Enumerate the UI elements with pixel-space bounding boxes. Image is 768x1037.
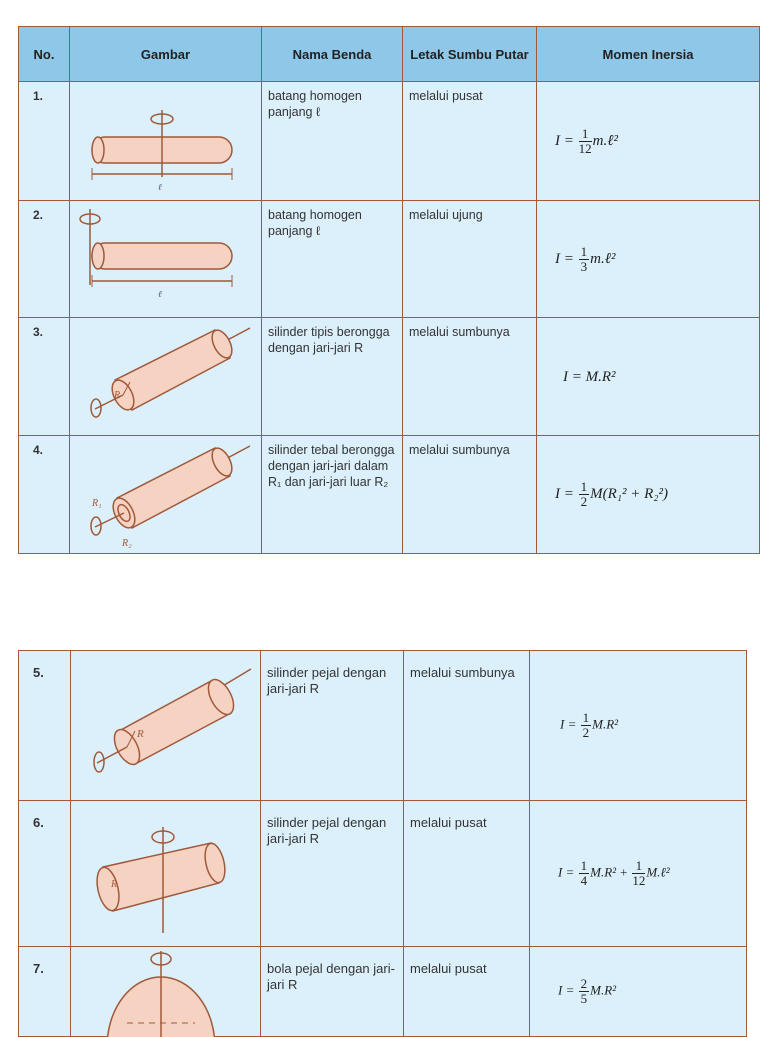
header-letak-sumbu: Letak Sumbu Putar <box>403 27 537 82</box>
table-row <box>19 651 747 801</box>
momen-inersia-cell: I = M.R² <box>537 318 760 436</box>
nama-benda-cell: silinder pejal dengan jari-jari R <box>261 651 404 801</box>
letak-sumbu-cell: melalui sumbunya <box>403 318 537 436</box>
letak-sumbu-cell: melalui sumbunya <box>403 436 537 554</box>
table-row <box>19 436 760 554</box>
row-number: 2. <box>19 201 70 318</box>
row-number: 1. <box>19 82 70 201</box>
figure-solid-sphere <box>71 947 261 1037</box>
momen-inersia-cell: I = $\frac{1}{2}$ M.R² <box>530 651 747 801</box>
thin-hollow-cylinder-figure <box>70 318 262 436</box>
nama-benda-cell: bola pejal dengan jari-jari R <box>261 947 404 1037</box>
header-momen-inersia: Momen Inersia <box>537 27 760 82</box>
table-row <box>19 201 760 318</box>
thick-hollow-cylinder-figure <box>70 436 262 554</box>
radius-label: R <box>114 390 121 401</box>
momen-inersia-cell: I = $\frac{2}{5}$ M.R² <box>530 947 747 1037</box>
figure-solid-cylinder-center <box>71 801 261 947</box>
momen-inersia-cell: I = $\frac{1}{3}$ m.ℓ² <box>537 201 760 318</box>
row-number: 4. <box>19 436 70 554</box>
letak-sumbu-cell: melalui pusat <box>403 82 537 201</box>
nama-benda-cell: silinder pejal dengan jari-jari R <box>261 801 404 947</box>
momen-inersia-cell: I = $\frac{1}{12}$ m.ℓ² <box>537 82 760 201</box>
figure-thick-hollow-cylinder <box>70 436 262 554</box>
table-row <box>19 947 747 1037</box>
row-number: 7. <box>19 947 71 1037</box>
row-number: 6. <box>19 801 71 947</box>
rod-center-axis-figure <box>70 82 262 201</box>
letak-sumbu-cell: melalui sumbunya <box>404 651 530 801</box>
radius-label: R <box>111 879 118 890</box>
table-row <box>19 318 760 436</box>
length-label: ℓ <box>158 289 162 299</box>
figure-rod-end <box>70 201 262 318</box>
nama-benda-cell: silinder tebal berongga dengan jari-jari dalam R₁ dan jari-jari luar R₂ <box>262 436 403 554</box>
solid-cylinder-center-figure <box>71 801 261 947</box>
header-nama-benda: Nama Benda <box>262 27 403 82</box>
momen-inersia-cell: I = $\frac{1}{2}$ M(R₁² + R₂²) <box>537 436 760 554</box>
momen-inersia-cell: I = $\frac{1}{4}$ M.R² + $\frac{1}{12}$ M.ℓ² <box>530 801 747 947</box>
radius-label: R <box>137 728 144 740</box>
header-no: No. <box>19 27 70 82</box>
solid-cylinder-axis-figure <box>71 651 261 801</box>
figure-thin-hollow-cylinder <box>70 318 262 436</box>
figure-rod-center <box>70 82 262 201</box>
letak-sumbu-cell: melalui pusat <box>404 801 530 947</box>
table-row <box>19 82 760 201</box>
row-number: 3. <box>19 318 70 436</box>
header-gambar: Gambar <box>70 27 262 82</box>
inertia-table-part-1 <box>18 26 760 554</box>
table-row <box>19 801 747 947</box>
row-number: 5. <box>19 651 71 801</box>
inertia-table-part-2 <box>18 650 747 1037</box>
nama-benda-cell: batang homogen panjang ℓ <box>262 201 403 318</box>
letak-sumbu-cell: melalui ujung <box>403 201 537 318</box>
nama-benda-cell: batang homogen panjang ℓ <box>262 82 403 201</box>
letak-sumbu-cell: melalui pusat <box>404 947 530 1037</box>
figure-solid-cylinder-axis <box>71 651 261 801</box>
rod-end-axis-figure <box>70 201 262 318</box>
outer-radius-label: R₂ <box>122 538 132 549</box>
nama-benda-cell: silinder tipis berongga dengan jari-jari R <box>262 318 403 436</box>
length-label: ℓ <box>158 182 162 192</box>
inner-radius-label: R₁ <box>92 498 102 509</box>
